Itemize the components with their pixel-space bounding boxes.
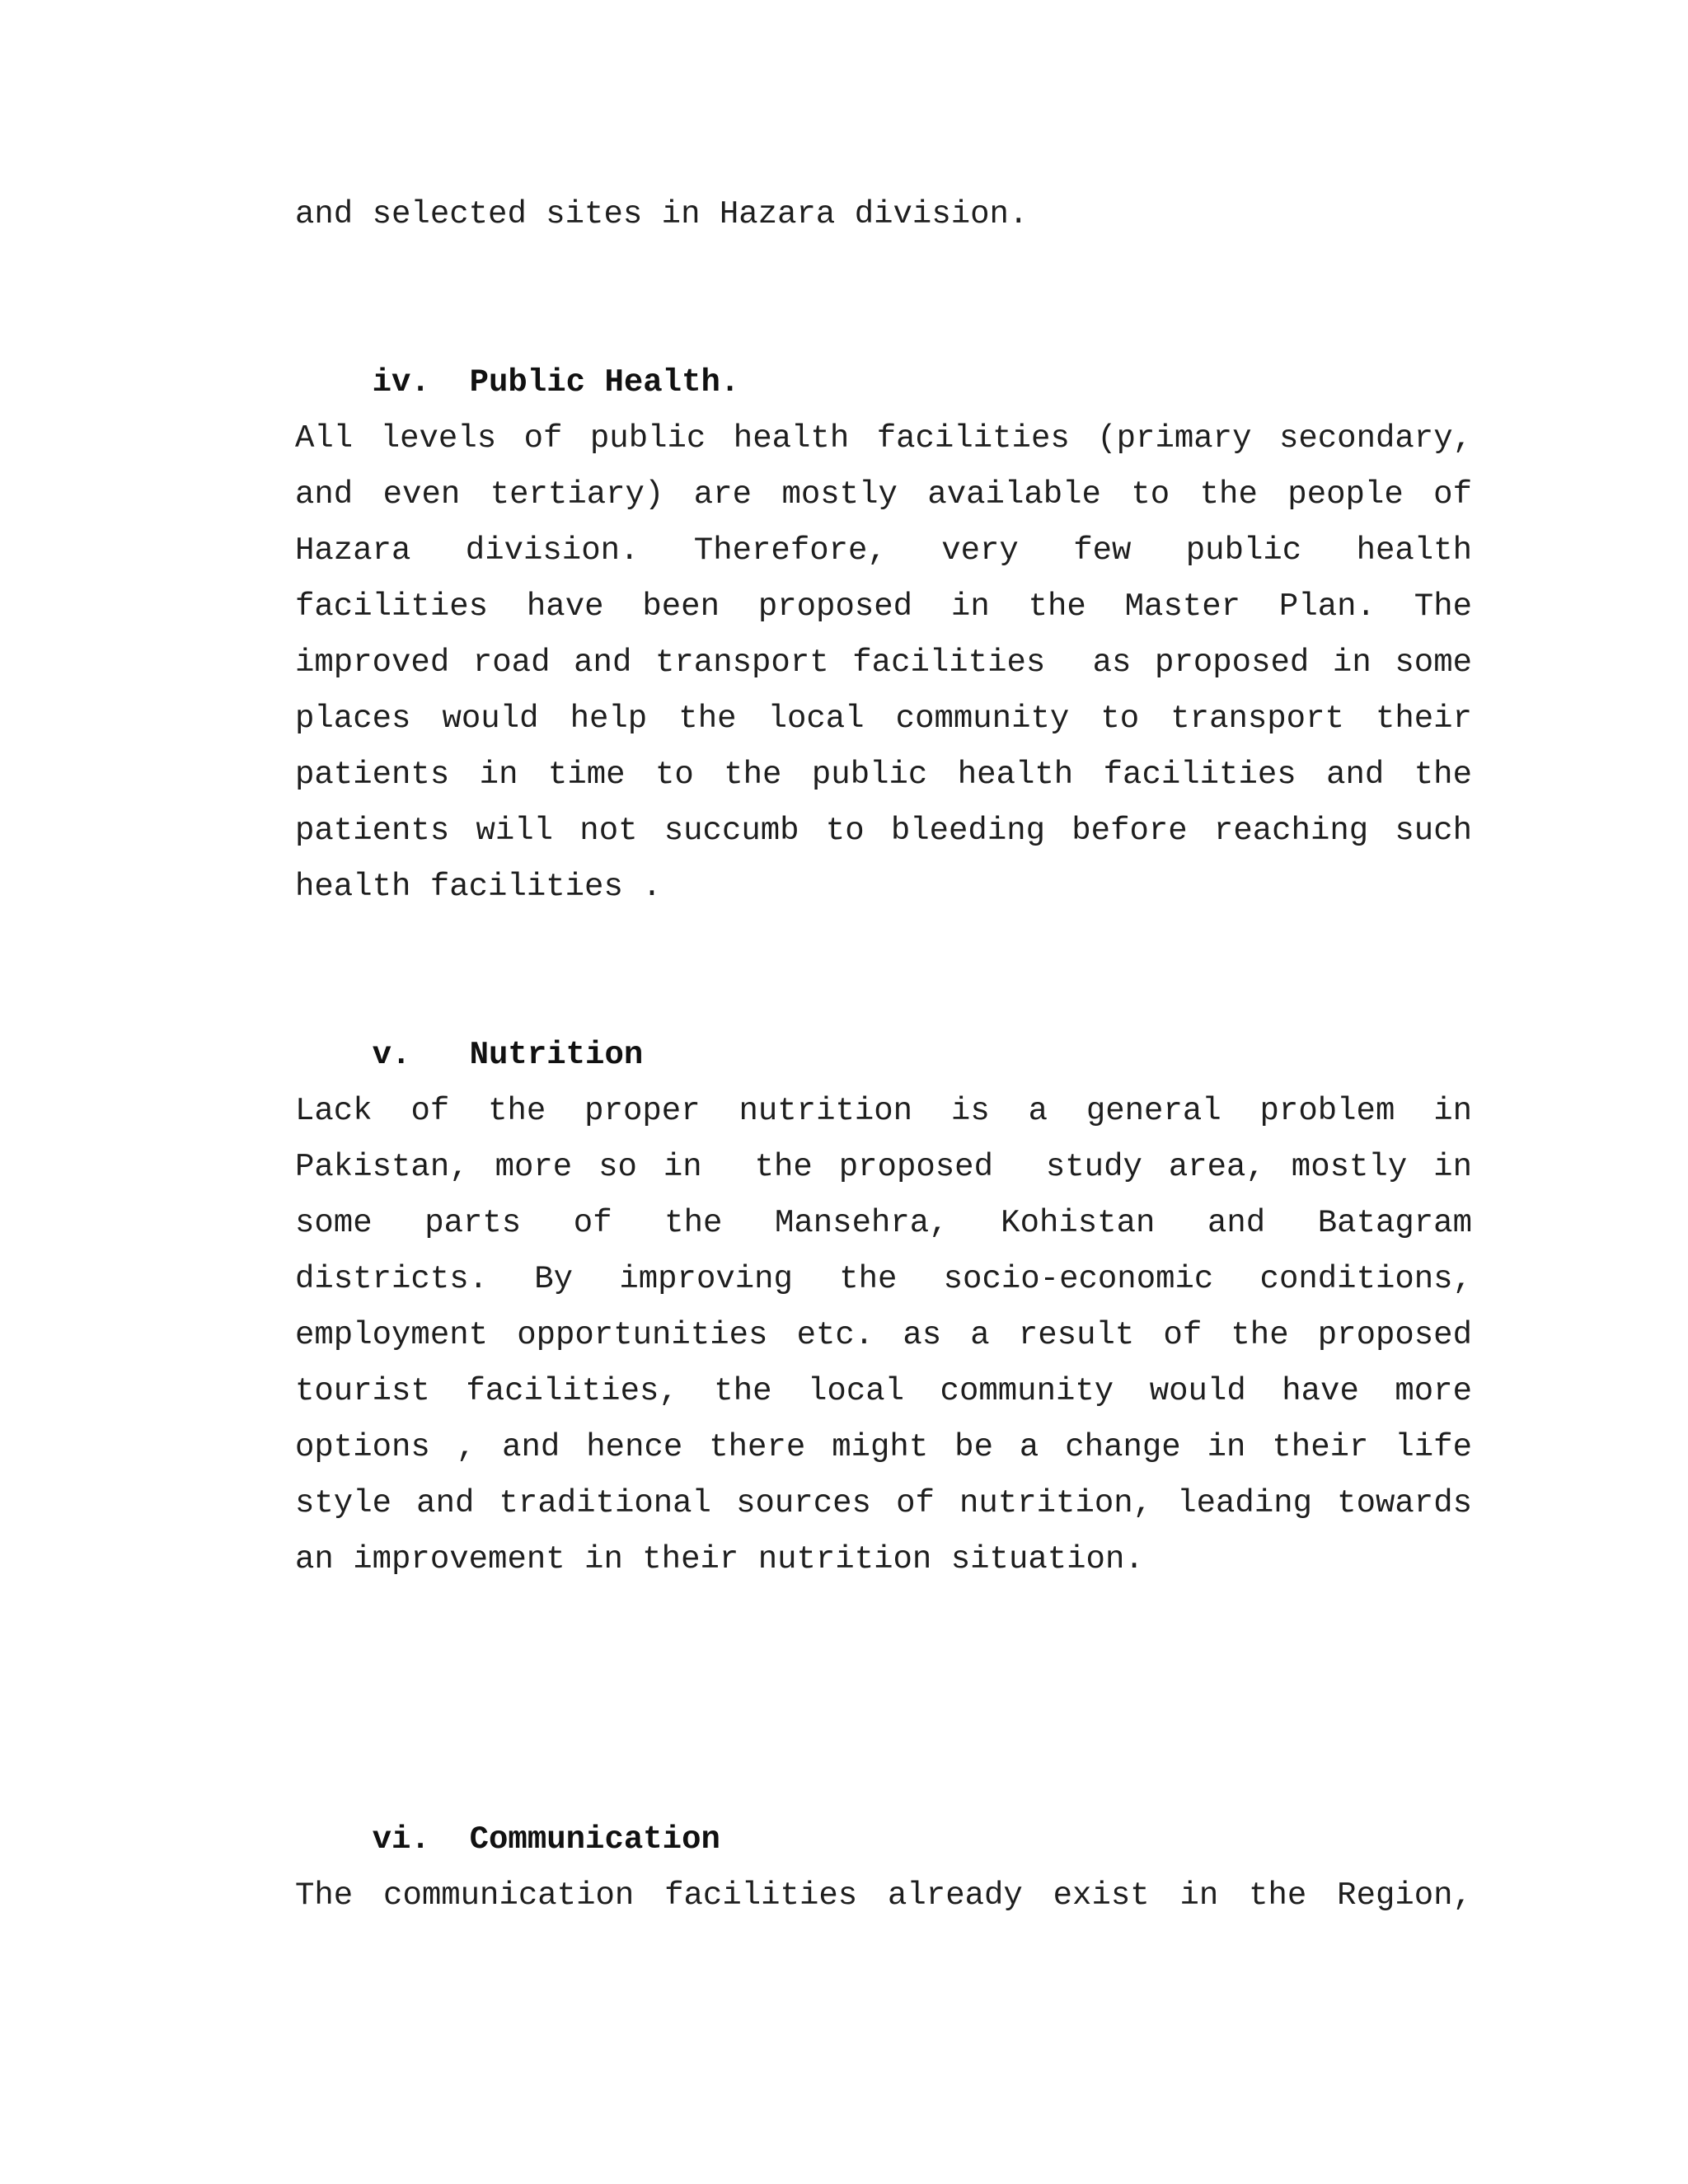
paragraph-line: All levels of public health facilities (primary secondary, [295, 420, 1472, 457]
paragraph-line: and selected sites in Hazara division. [295, 196, 1029, 232]
paragraph-line: Lack of the proper nutrition is a general problem in [295, 1093, 1472, 1129]
paragraph-line: an improvement in their nutrition situation. [295, 1541, 1144, 1577]
section-title: Public Health. [469, 364, 740, 401]
public-health-paragraph [295, 410, 1472, 915]
paragraph-line: tourist facilities, the local community would have more [295, 1373, 1472, 1409]
paragraph-line: facilities have been proposed in the Master Plan. The [295, 588, 1472, 625]
paragraph-line: employment opportunities etc. as a result of the proposed [295, 1317, 1472, 1353]
nutrition-paragraph [295, 1083, 1472, 1587]
paragraph-line: improved road and transport facilities as proposed in some [295, 644, 1472, 681]
paragraph-line: health facilities . [295, 869, 662, 905]
paragraph-line: patients will not succumb to bleeding before reaching such [295, 813, 1472, 849]
paragraph-line: patients in time to the public health facilities and the [295, 757, 1472, 793]
paragraph-line: Hazara division. Therefore, very few public health [295, 532, 1472, 569]
paragraph-line: Pakistan, more so in the proposed study area, mostly in [295, 1149, 1472, 1185]
paragraph-line: The communication facilities already exist in the Region, [295, 1877, 1472, 1914]
section-number: v. [372, 1037, 411, 1073]
intro-paragraph [295, 186, 1472, 242]
paragraph-line: and even tertiary) are mostly available to the people of [295, 476, 1472, 513]
section-number: vi. [372, 1821, 430, 1858]
paragraph-line: places would help the local community to transport their [295, 701, 1472, 737]
paragraph-line: style and traditional sources of nutrition, leading towards [295, 1485, 1472, 1521]
section-title: Nutrition [469, 1037, 644, 1073]
section-heading-nutrition [295, 971, 644, 1073]
section-number: iv. [372, 364, 430, 401]
communication-paragraph [295, 1868, 1472, 1924]
paragraph-line: some parts of the Mansehra, Kohistan and Batagram [295, 1205, 1472, 1241]
paragraph-line: options , and hence there might be a change in their life [295, 1429, 1472, 1465]
section-heading-public-health [295, 298, 740, 401]
section-heading-communication [295, 1755, 720, 1858]
paragraph-line: districts. By improving the socio-economic conditions, [295, 1261, 1472, 1297]
section-title: Communication [469, 1821, 720, 1858]
